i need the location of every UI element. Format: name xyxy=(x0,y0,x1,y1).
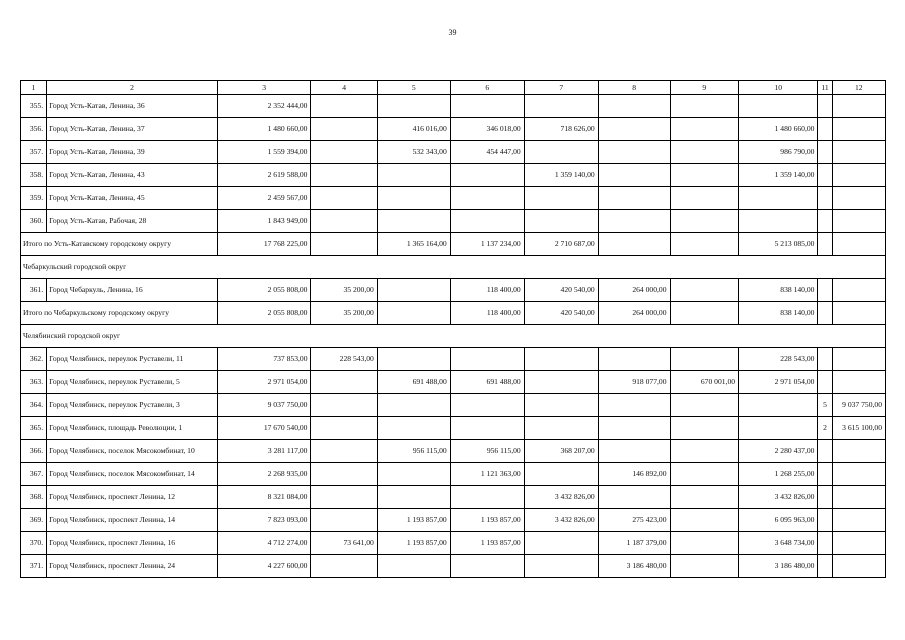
row-number: 361. xyxy=(21,279,47,302)
value-cell xyxy=(598,210,670,233)
value-cell xyxy=(311,440,377,463)
value-cell: 118 400,00 xyxy=(450,279,524,302)
column-number-cell: 7 xyxy=(524,81,598,95)
column-number-cell: 5 xyxy=(377,81,450,95)
value-cell: 3 186 480,00 xyxy=(598,555,670,578)
column-number-cell: 9 xyxy=(670,81,739,95)
value-cell xyxy=(377,463,450,486)
value-cell xyxy=(670,463,739,486)
object-address: Город Челябинск, площадь Революции, 1 xyxy=(47,417,218,440)
value-cell: 35 200,00 xyxy=(311,279,377,302)
value-cell: 35 200,00 xyxy=(311,302,377,325)
value-cell xyxy=(450,555,524,578)
value-cell xyxy=(832,532,885,555)
value-cell xyxy=(670,141,739,164)
value-cell xyxy=(818,95,832,118)
value-cell: 1 359 140,00 xyxy=(739,164,818,187)
row-number: 362. xyxy=(21,348,47,371)
value-cell: 691 488,00 xyxy=(377,371,450,394)
value-cell xyxy=(377,486,450,509)
object-address: Город Усть-Катав, Ленина, 45 xyxy=(47,187,218,210)
value-cell: 1 480 660,00 xyxy=(739,118,818,141)
value-cell: 368 207,00 xyxy=(524,440,598,463)
value-cell xyxy=(670,486,739,509)
value-cell: 1 137 234,00 xyxy=(450,233,524,256)
value-cell xyxy=(598,95,670,118)
column-number-cell: 4 xyxy=(311,81,377,95)
row-number: 358. xyxy=(21,164,47,187)
value-cell: 228 543,00 xyxy=(739,348,818,371)
section-title: Чебаркульский городской округ xyxy=(21,256,886,279)
value-cell xyxy=(832,233,885,256)
value-cell xyxy=(377,187,450,210)
value-cell xyxy=(377,417,450,440)
value-cell: 118 400,00 xyxy=(450,302,524,325)
value-cell xyxy=(832,118,885,141)
value-cell: 3 432 826,00 xyxy=(524,509,598,532)
value-cell xyxy=(739,417,818,440)
value-cell: 1 843 949,00 xyxy=(217,210,311,233)
row-number: 355. xyxy=(21,95,47,118)
table-row xyxy=(21,118,886,141)
value-cell xyxy=(832,302,885,325)
value-cell: 2 280 437,00 xyxy=(739,440,818,463)
value-cell: 1 193 857,00 xyxy=(450,509,524,532)
value-cell: 3 432 826,00 xyxy=(739,486,818,509)
object-address: Город Челябинск, проспект Ленина, 14 xyxy=(47,509,218,532)
value-cell: 420 540,00 xyxy=(524,279,598,302)
value-cell xyxy=(832,555,885,578)
table-row xyxy=(21,95,886,118)
section-row xyxy=(21,256,886,279)
value-cell xyxy=(818,371,832,394)
value-cell: 346 018,00 xyxy=(450,118,524,141)
value-cell: 838 140,00 xyxy=(739,279,818,302)
value-cell xyxy=(818,210,832,233)
value-cell xyxy=(377,555,450,578)
value-cell xyxy=(311,394,377,417)
row-number: 371. xyxy=(21,555,47,578)
value-cell xyxy=(450,486,524,509)
value-cell: 9 037 750,00 xyxy=(217,394,311,417)
value-cell xyxy=(377,164,450,187)
value-cell xyxy=(311,371,377,394)
value-cell xyxy=(598,417,670,440)
value-cell xyxy=(311,141,377,164)
value-cell: 4 712 274,00 xyxy=(217,532,311,555)
value-cell xyxy=(598,187,670,210)
value-cell: 420 540,00 xyxy=(524,302,598,325)
value-cell: 2 xyxy=(818,417,832,440)
value-cell: 2 055 808,00 xyxy=(217,279,311,302)
row-number: 363. xyxy=(21,371,47,394)
value-cell: 2 710 687,00 xyxy=(524,233,598,256)
table-row xyxy=(21,371,886,394)
value-cell: 2 352 444,00 xyxy=(217,95,311,118)
value-cell xyxy=(818,141,832,164)
table-row xyxy=(21,555,886,578)
value-cell xyxy=(818,509,832,532)
table-row xyxy=(21,509,886,532)
value-cell xyxy=(524,187,598,210)
value-cell xyxy=(311,463,377,486)
row-number: 370. xyxy=(21,532,47,555)
value-cell: 73 641,00 xyxy=(311,532,377,555)
value-cell xyxy=(598,440,670,463)
table-row xyxy=(21,394,886,417)
value-cell xyxy=(524,210,598,233)
value-cell xyxy=(818,348,832,371)
value-cell: 838 140,00 xyxy=(739,302,818,325)
value-cell xyxy=(832,187,885,210)
value-cell: 3 615 100,00 xyxy=(832,417,885,440)
value-cell: 454 447,00 xyxy=(450,141,524,164)
value-cell: 6 095 963,00 xyxy=(739,509,818,532)
value-cell xyxy=(832,210,885,233)
value-cell xyxy=(818,555,832,578)
value-cell: 670 001,00 xyxy=(670,371,739,394)
object-address: Город Усть-Катав, Рабочая, 28 xyxy=(47,210,218,233)
section-row xyxy=(21,325,886,348)
value-cell: 956 115,00 xyxy=(450,440,524,463)
value-cell: 264 000,00 xyxy=(598,302,670,325)
value-cell: 691 488,00 xyxy=(450,371,524,394)
object-address: Город Челябинск, переулок Руставели, 11 xyxy=(47,348,218,371)
value-cell: 3 281 117,00 xyxy=(217,440,311,463)
value-cell: 3 432 826,00 xyxy=(524,486,598,509)
value-cell xyxy=(670,164,739,187)
value-cell xyxy=(832,141,885,164)
object-address: Город Усть-Катав, Ленина, 43 xyxy=(47,164,218,187)
row-number: 367. xyxy=(21,463,47,486)
object-address: Город Челябинск, поселок Мясокомбинат, 14 xyxy=(47,463,218,486)
value-cell xyxy=(832,463,885,486)
object-address: Город Усть-Катав, Ленина, 39 xyxy=(47,141,218,164)
value-cell xyxy=(524,417,598,440)
value-cell xyxy=(670,187,739,210)
object-address: Город Усть-Катав, Ленина, 36 xyxy=(47,95,218,118)
value-cell xyxy=(832,279,885,302)
column-number-cell: 3 xyxy=(217,81,311,95)
value-cell xyxy=(818,302,832,325)
value-cell xyxy=(524,141,598,164)
value-cell xyxy=(311,210,377,233)
total-row xyxy=(21,302,886,325)
value-cell: 5 213 085,00 xyxy=(739,233,818,256)
value-cell xyxy=(670,95,739,118)
value-cell xyxy=(670,279,739,302)
value-cell: 7 823 093,00 xyxy=(217,509,311,532)
row-number: 369. xyxy=(21,509,47,532)
row-number: 360. xyxy=(21,210,47,233)
object-address: Город Челябинск, поселок Мясокомбинат, 10 xyxy=(47,440,218,463)
value-cell xyxy=(670,417,739,440)
row-number: 356. xyxy=(21,118,47,141)
value-cell: 2 619 588,00 xyxy=(217,164,311,187)
object-address: Город Челябинск, проспект Ленина, 12 xyxy=(47,486,218,509)
value-cell xyxy=(450,210,524,233)
value-cell xyxy=(670,210,739,233)
value-cell xyxy=(598,394,670,417)
value-cell xyxy=(598,486,670,509)
value-cell xyxy=(524,394,598,417)
value-cell xyxy=(598,233,670,256)
value-cell xyxy=(311,233,377,256)
column-number-cell: 10 xyxy=(739,81,818,95)
value-cell: 3 648 734,00 xyxy=(739,532,818,555)
value-cell xyxy=(670,394,739,417)
row-number: 366. xyxy=(21,440,47,463)
row-number: 357. xyxy=(21,141,47,164)
value-cell xyxy=(670,509,739,532)
object-address: Город Чебаркуль, Ленина, 16 xyxy=(47,279,218,302)
value-cell xyxy=(670,302,739,325)
value-cell xyxy=(832,486,885,509)
value-cell xyxy=(450,348,524,371)
value-cell xyxy=(450,164,524,187)
value-cell xyxy=(311,555,377,578)
value-cell: 1 559 394,00 xyxy=(217,141,311,164)
value-cell: 17 768 225,00 xyxy=(217,233,311,256)
value-cell xyxy=(832,509,885,532)
budget-table xyxy=(20,80,886,578)
table-row xyxy=(21,486,886,509)
row-number: 364. xyxy=(21,394,47,417)
row-number: 368. xyxy=(21,486,47,509)
value-cell xyxy=(670,233,739,256)
column-number-row xyxy=(21,81,886,95)
value-cell xyxy=(832,348,885,371)
value-cell xyxy=(832,440,885,463)
value-cell xyxy=(524,555,598,578)
value-cell: 228 543,00 xyxy=(311,348,377,371)
value-cell xyxy=(832,164,885,187)
value-cell xyxy=(311,118,377,141)
value-cell xyxy=(818,440,832,463)
column-number-cell: 8 xyxy=(598,81,670,95)
value-cell: 2 459 567,00 xyxy=(217,187,311,210)
value-cell xyxy=(524,348,598,371)
table-row xyxy=(21,187,886,210)
page-number: 39 xyxy=(448,28,457,37)
value-cell: 1 359 140,00 xyxy=(524,164,598,187)
value-cell xyxy=(524,532,598,555)
value-cell xyxy=(670,118,739,141)
column-number-cell: 6 xyxy=(450,81,524,95)
object-address: Город Челябинск, проспект Ленина, 24 xyxy=(47,555,218,578)
value-cell: 1 193 857,00 xyxy=(377,532,450,555)
value-cell: 8 321 084,00 xyxy=(217,486,311,509)
value-cell xyxy=(450,417,524,440)
value-cell: 986 790,00 xyxy=(739,141,818,164)
value-cell xyxy=(598,164,670,187)
value-cell: 146 892,00 xyxy=(598,463,670,486)
column-number-cell: 12 xyxy=(832,81,885,95)
value-cell xyxy=(524,371,598,394)
value-cell: 1 121 363,00 xyxy=(450,463,524,486)
table-row xyxy=(21,463,886,486)
value-cell: 918 077,00 xyxy=(598,371,670,394)
value-cell xyxy=(818,532,832,555)
value-cell xyxy=(739,394,818,417)
value-cell: 416 016,00 xyxy=(377,118,450,141)
value-cell xyxy=(311,164,377,187)
column-number-cell: 1 xyxy=(21,81,47,95)
value-cell xyxy=(739,95,818,118)
value-cell: 275 423,00 xyxy=(598,509,670,532)
value-cell: 2 268 935,00 xyxy=(217,463,311,486)
value-cell xyxy=(524,463,598,486)
total-row xyxy=(21,233,886,256)
value-cell xyxy=(598,348,670,371)
value-cell xyxy=(739,187,818,210)
total-label: Итого по Усть-Катавскому городскому округу xyxy=(21,233,218,256)
column-number-cell: 2 xyxy=(47,81,218,95)
value-cell xyxy=(377,279,450,302)
row-number: 359. xyxy=(21,187,47,210)
table-row xyxy=(21,164,886,187)
value-cell: 2 055 808,00 xyxy=(217,302,311,325)
row-number: 365. xyxy=(21,417,47,440)
value-cell: 1 193 857,00 xyxy=(450,532,524,555)
value-cell xyxy=(670,348,739,371)
value-cell xyxy=(311,417,377,440)
value-cell xyxy=(377,95,450,118)
table-row xyxy=(21,440,886,463)
value-cell xyxy=(670,440,739,463)
value-cell: 956 115,00 xyxy=(377,440,450,463)
value-cell xyxy=(739,210,818,233)
value-cell: 2 971 054,00 xyxy=(739,371,818,394)
value-cell: 17 670 540,00 xyxy=(217,417,311,440)
value-cell xyxy=(311,187,377,210)
value-cell xyxy=(818,118,832,141)
value-cell: 1 365 164,00 xyxy=(377,233,450,256)
value-cell xyxy=(818,486,832,509)
table-row xyxy=(21,532,886,555)
object-address: Город Челябинск, переулок Руставели, 3 xyxy=(47,394,218,417)
value-cell xyxy=(377,348,450,371)
value-cell xyxy=(818,187,832,210)
object-address: Город Челябинск, проспект Ленина, 16 xyxy=(47,532,218,555)
value-cell xyxy=(377,210,450,233)
total-label: Итого по Чебаркульскому городскому округу xyxy=(21,302,218,325)
value-cell xyxy=(524,95,598,118)
table-row xyxy=(21,348,886,371)
value-cell: 9 037 750,00 xyxy=(832,394,885,417)
value-cell xyxy=(832,371,885,394)
value-cell: 1 187 379,00 xyxy=(598,532,670,555)
object-address: Город Челябинск, переулок Руставели, 5 xyxy=(47,371,218,394)
table-row xyxy=(21,279,886,302)
value-cell: 4 227 600,00 xyxy=(217,555,311,578)
value-cell xyxy=(670,555,739,578)
value-cell xyxy=(818,279,832,302)
value-cell: 264 000,00 xyxy=(598,279,670,302)
value-cell xyxy=(377,302,450,325)
value-cell xyxy=(598,141,670,164)
table-row xyxy=(21,141,886,164)
value-cell: 532 343,00 xyxy=(377,141,450,164)
object-address: Город Усть-Катав, Ленина, 37 xyxy=(47,118,218,141)
value-cell xyxy=(450,95,524,118)
column-number-cell: 11 xyxy=(818,81,832,95)
value-cell xyxy=(311,509,377,532)
value-cell xyxy=(450,187,524,210)
value-cell xyxy=(818,463,832,486)
value-cell: 718 626,00 xyxy=(524,118,598,141)
value-cell xyxy=(832,95,885,118)
value-cell: 737 853,00 xyxy=(217,348,311,371)
value-cell: 2 971 054,00 xyxy=(217,371,311,394)
table-row xyxy=(21,417,886,440)
value-cell xyxy=(311,486,377,509)
value-cell xyxy=(450,394,524,417)
value-cell xyxy=(670,532,739,555)
value-cell xyxy=(311,95,377,118)
value-cell: 1 480 660,00 xyxy=(217,118,311,141)
value-cell xyxy=(598,118,670,141)
section-title: Челябинский городской округ xyxy=(21,325,886,348)
value-cell xyxy=(818,164,832,187)
value-cell xyxy=(818,233,832,256)
value-cell: 5 xyxy=(818,394,832,417)
value-cell: 3 186 480,00 xyxy=(739,555,818,578)
value-cell xyxy=(377,394,450,417)
table-row xyxy=(21,210,886,233)
value-cell: 1 193 857,00 xyxy=(377,509,450,532)
value-cell: 1 268 255,00 xyxy=(739,463,818,486)
